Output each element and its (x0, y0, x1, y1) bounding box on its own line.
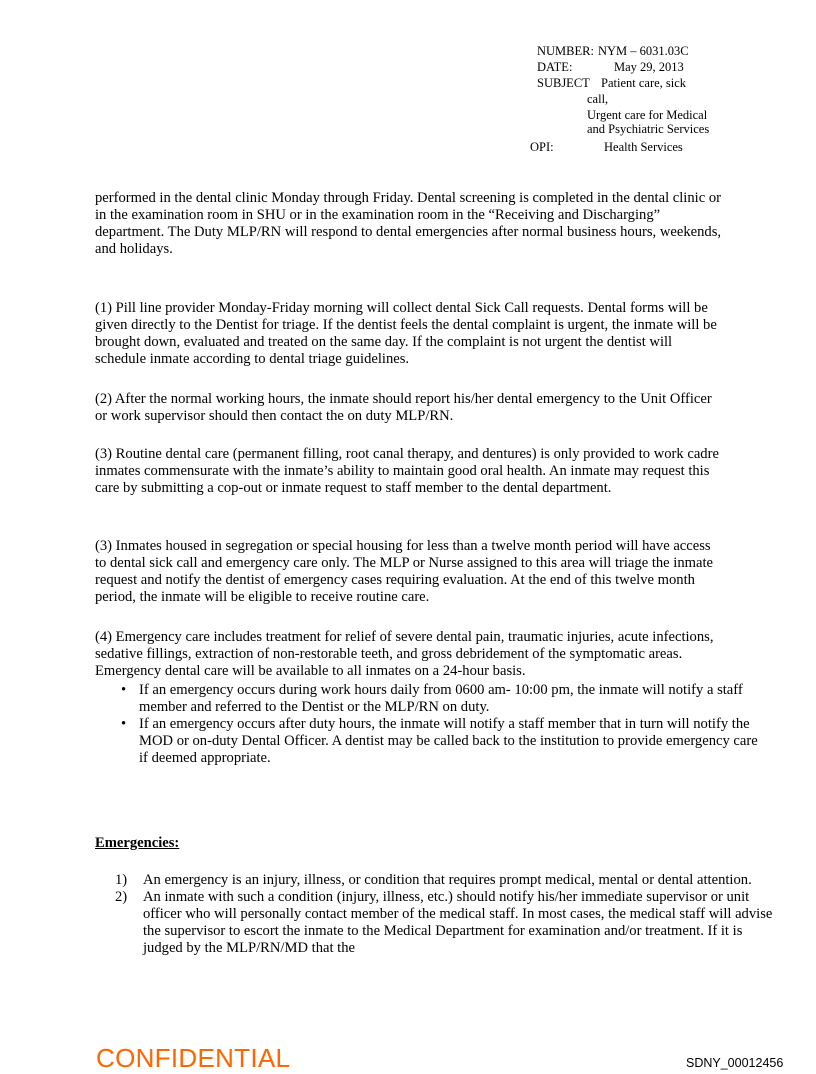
subject-line-3: Urgent care for Medical (587, 108, 708, 122)
paragraph-segregation: (3) Inmates housed in segregation or special housing for less than a twelve month period will have access to dental sick call and emergency care only. The MLP or Nurse assigned to this area will triage the inmate request and notify the dentist of emergency cases requiring evaluation. At the end of this twelve month period, the inmate will be eligible to receive routine care. (95, 538, 714, 605)
date-label: DATE: (537, 60, 573, 74)
list-item-number: 1) (115, 872, 128, 888)
list-item-text: An inmate with such a condition (injury, illness, etc.) should notify his/her immediate supervisor or unit officer who will personally contact member of the medical staff. In most cases, the medical staff will advise the supervisor to escort the inmate to the Medical Department for examination and/or treatment. If it is judged by the MLP/RN/MD that the (143, 889, 773, 956)
emergency-bullet-list (95, 682, 769, 767)
list-item: • If an emergency occurs after duty hours, the inmate will notify a staff member that in turn will notify the MOD or on-duty Dental Officer. A dentist may be called back to the institution to provide emergency care if deemed appropriate. (139, 716, 769, 767)
paragraph-after-hours: (2) After the normal working hours, the inmate should report his/her dental emergency to the Unit Officer or work supervisor should then contact the on duty MLP/RN. (95, 391, 712, 424)
number-label: NUMBER: (537, 44, 594, 58)
date-value: May 29, 2013 (614, 60, 684, 74)
subject-line-1: Patient care, sick (601, 76, 687, 90)
list-item: • If an emergency occurs during work hours daily from 0600 am- 10:00 pm, the inmate will notify a staff member and referred to the Dentist or the MLP/RN on duty. (139, 682, 769, 716)
subject-label: SUBJECT (537, 76, 590, 90)
list-item (115, 872, 773, 889)
paragraph-routine-care: (3) Routine dental care (permanent filling, root canal therapy, and dentures) is only provided to work cadre inmates commensurate with the inmate’s ability to maintain good oral health. An inmate may request this care by submitting a cop-out or inmate request to staff member to the dental department. (95, 446, 719, 496)
subject-line-2: call, (587, 92, 609, 106)
number-value: NYM – 6031.03C (598, 44, 689, 58)
confidential-stamp: CONFIDENTIAL (96, 1043, 291, 1073)
list-item-text: An emergency is an injury, illness, or condition that requires prompt medical, mental or dental attention. (143, 872, 752, 888)
paragraph-pill-line: (1) Pill line provider Monday-Friday morning will collect dental Sick Call requests. Dental forms will be given directly to the Dentist for triage. If the dentist feels the dental complaint is urgent, the inmate will be brought down, evaluated and treated on the same day. If the complaint is not urgent the dentist will schedule inmate according to dental triage guidelines. (95, 300, 717, 367)
paragraph-emergency-care: (4) Emergency care includes treatment for relief of severe dental pain, traumatic injuries, acute infections, sedative fillings, extraction of non-restorable teeth, and gross debridement of the symptomatic areas. Emergency dental care will be available to all inmates on a 24-hour basis. (95, 629, 714, 679)
opi-label: OPI: (530, 140, 554, 154)
emergencies-list (95, 872, 773, 957)
opi-value: Health Services (604, 140, 683, 154)
intro-paragraph: performed in the dental clinic Monday through Friday. Dental screening is completed in the dental clinic or in the examination room in SHU or in the examination room in the “Receiving and Discharging” department. The Duty MLP/RN will respond to dental emergencies after normal business hours, weekends, and holidays. (95, 190, 722, 257)
bates-number: SDNY_00012456 (686, 1056, 784, 1070)
list-item (115, 889, 773, 957)
emergencies-heading: Emergencies: (95, 835, 180, 851)
subject-line-4: and Psychiatric Services (587, 122, 710, 136)
list-item-number: 2) (115, 889, 128, 905)
